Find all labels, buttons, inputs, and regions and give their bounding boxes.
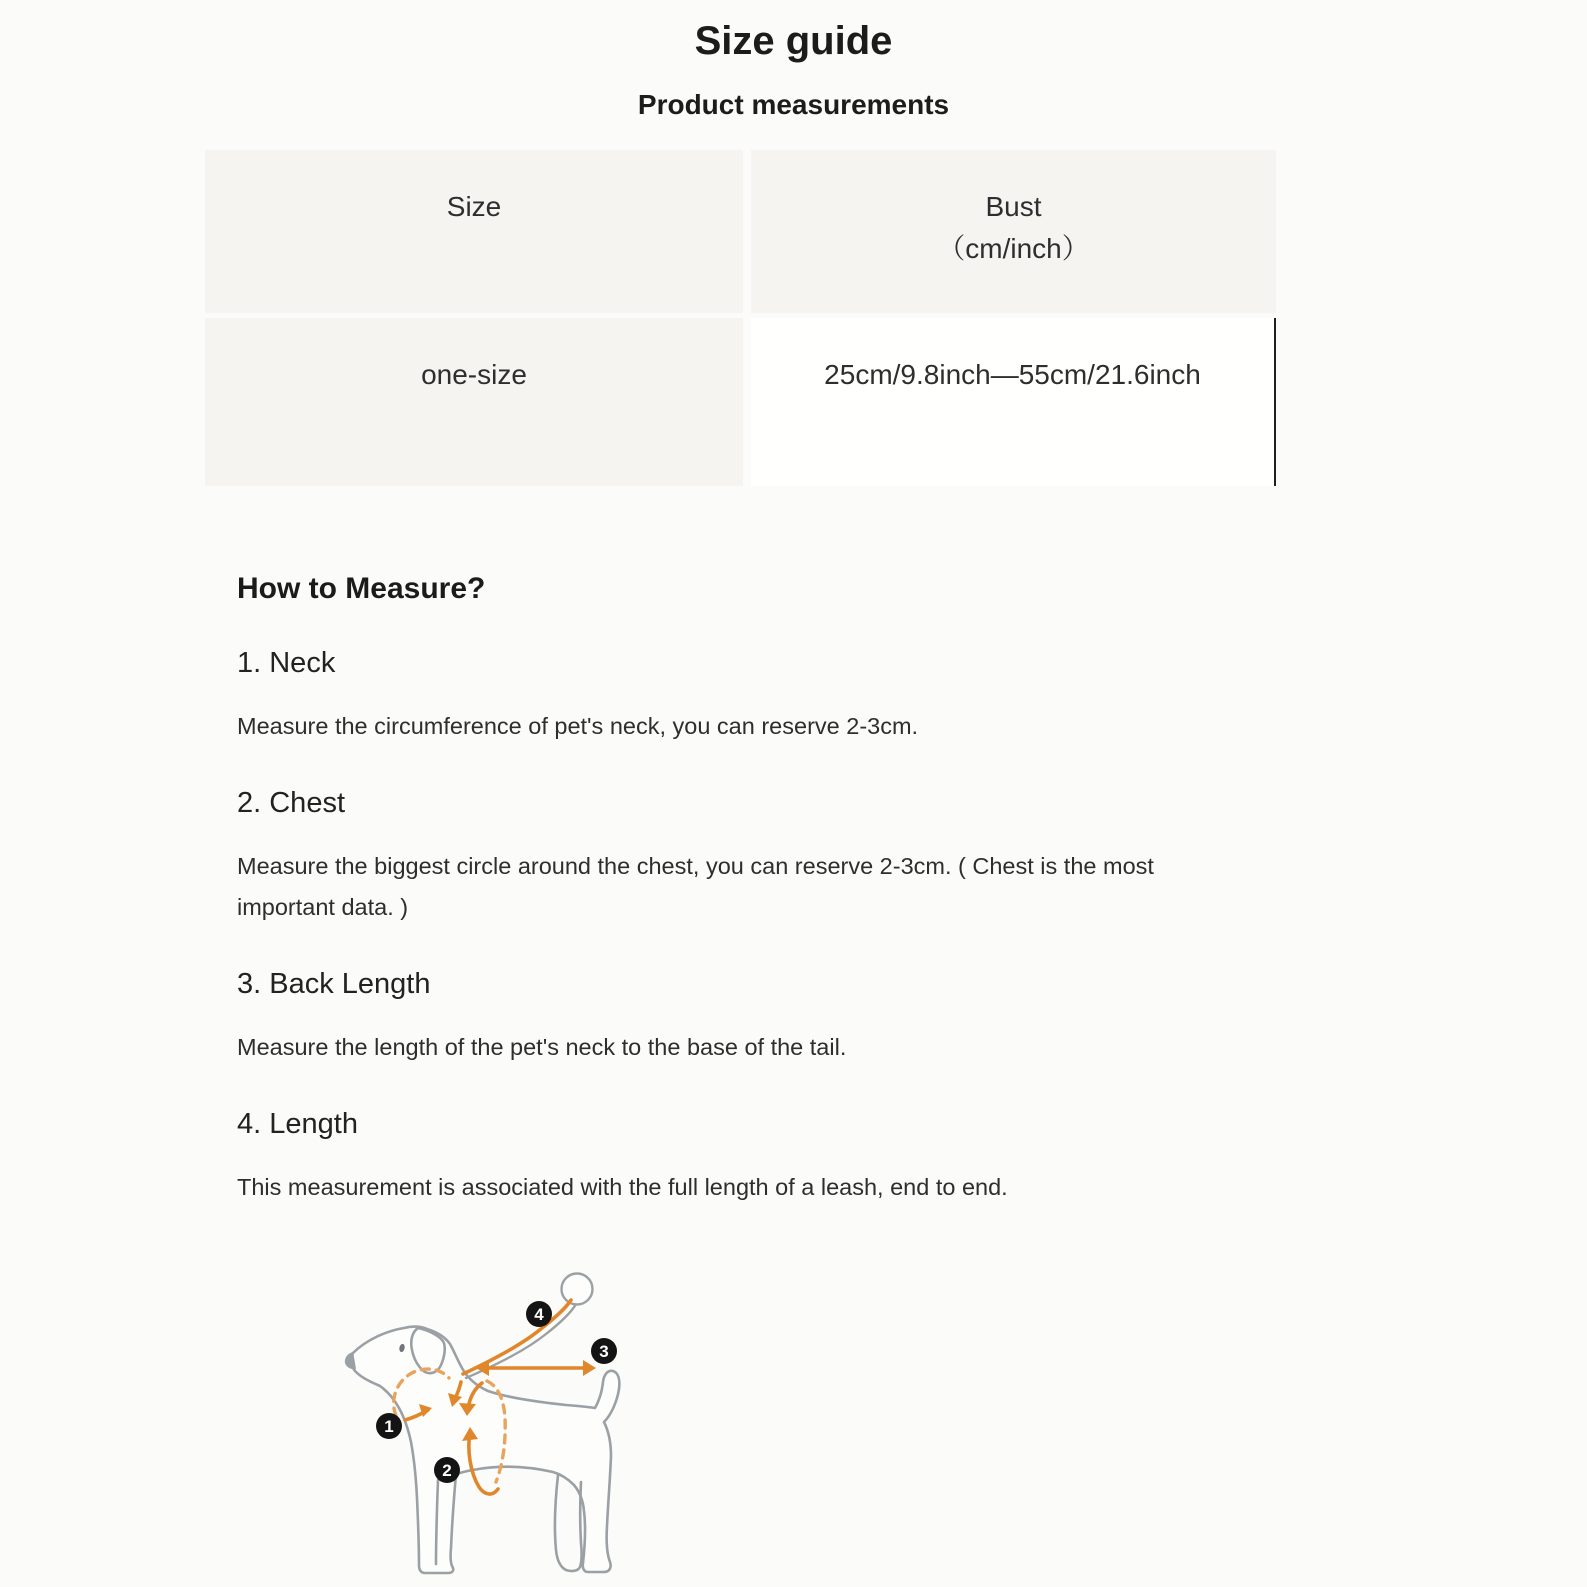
table-cell-size-value [205,318,743,486]
section-title-back-length: 3. Back Length [237,968,431,1000]
table-header-bust-label: Bust [985,191,1042,222]
how-to-measure-section [237,571,1347,1208]
section-body-back-length: Measure the length of the pet's neck to the base of the tail. [237,1034,847,1060]
marker-4-label: 4 [534,1305,544,1324]
section-title-neck: 1. Neck [237,647,336,679]
table-cell-bust-value [751,318,1276,486]
table-header-bust [751,150,1276,313]
table-header-size [205,150,743,313]
size-table [205,150,1276,486]
bust-value: 25cm/9.8inch—55cm/21.6inch [824,359,1201,390]
dog-measure-illustration [330,1232,670,1578]
size-value: one-size [421,359,527,390]
table-header-size-label: Size [446,191,502,222]
section-body-length: This measurement is associated with the full length of a leash, end to end. [237,1174,1008,1200]
leash-measure-line [463,1300,571,1374]
section-body-chest: Measure the biggest circle around the chest, you can reserve 2-3cm. ( Chest is the most important data. ) [237,853,1154,920]
section-title-chest: 2. Chest [237,787,345,819]
leash-handle [562,1274,593,1305]
section-title-length: 4. Length [237,1108,358,1140]
table-header-bust-unit: （cm/inch） [937,233,1090,264]
page-title: Size guide [694,19,893,63]
marker-3-label: 3 [599,1342,609,1361]
how-to-measure-heading: How to Measure? [237,572,486,605]
section-body-neck: Measure the circumference of pet's neck, you can reserve 2-3cm. [237,713,919,739]
page-subtitle: Product measurements [637,89,950,120]
measurement-diagram [330,1232,670,1578]
marker-2-label: 2 [442,1461,452,1480]
marker-1-label: 1 [384,1417,394,1436]
